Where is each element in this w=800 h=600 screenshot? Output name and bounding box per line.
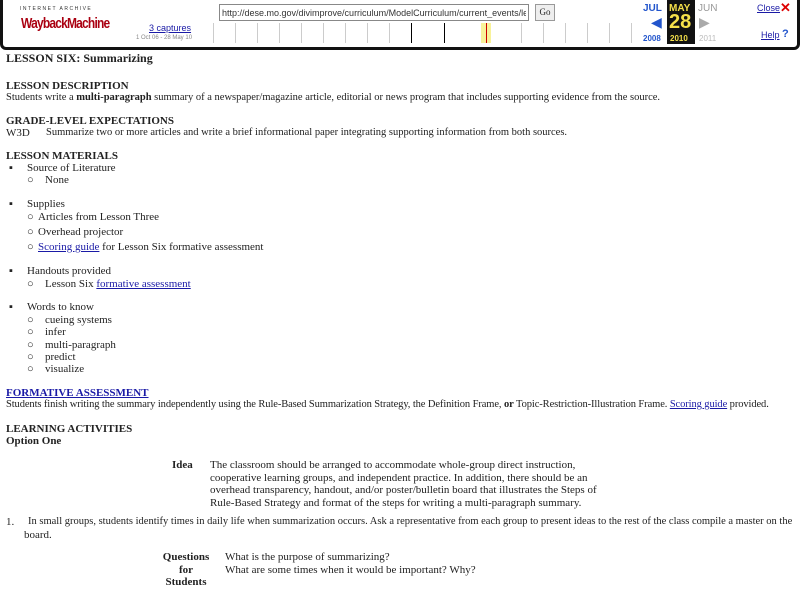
circle-bullet-icon: ○ [27, 226, 34, 238]
activities-heading: LEARNING ACTIVITIES [6, 423, 133, 435]
captures-link[interactable]: 3 captures [149, 23, 192, 33]
circle-bullet-icon: ○ [27, 174, 34, 186]
list-item: Handouts provided [27, 265, 112, 277]
formative-assessment-link[interactable]: formative assessment [96, 278, 191, 290]
logo-top: INTERNET ARCHIVE [20, 6, 93, 12]
circle-bullet-icon: ○ [27, 326, 34, 338]
current-year: 2010 [670, 34, 688, 43]
gle-heading: GRADE-LEVEL EXPECTATIONS [6, 115, 174, 127]
help-link[interactable]: Help [761, 30, 780, 40]
gle-code: W3D [6, 127, 30, 139]
materials-heading: LESSON MATERIALS [6, 150, 118, 162]
circle-bullet-icon: ○ [27, 278, 34, 290]
list-item: Words to know [27, 301, 94, 313]
list-item: Scoring guide for Lesson Six formative assessment [38, 241, 264, 253]
prev-month[interactable]: JUL [643, 3, 662, 14]
close-icon[interactable]: ✕ [780, 0, 791, 15]
current-day: 28 [669, 11, 692, 33]
list-item: multi-paragraph [45, 339, 116, 351]
scoring-guide-link[interactable]: Scoring guide [38, 241, 100, 253]
scoring-guide-link-2[interactable]: Scoring guide [669, 399, 728, 410]
prev-year[interactable]: 2008 [643, 34, 661, 43]
list-item: Source of Literature [27, 162, 116, 174]
list-item: predict [45, 351, 76, 363]
go-button[interactable]: Go [535, 4, 555, 21]
bullet-icon: ▪ [9, 265, 13, 277]
circle-bullet-icon: ○ [27, 363, 34, 375]
circle-bullet-icon: ○ [27, 351, 34, 363]
next-arrow-icon: ▶ [699, 16, 710, 31]
circle-bullet-icon: ○ [27, 314, 34, 326]
step-text: board. [24, 529, 52, 541]
wayback-toolbar [0, 0, 800, 50]
list-item: Overhead projector [38, 226, 124, 238]
formative-text: Students finish writing the summary independently using the Rule-Based Summarization Strategy, the Definition Frame, or Topic-Restriction-Illustration Frame. Scoring guide provided. [6, 399, 769, 410]
questions-text: What is the purpose of summarizing? What are some times when it would be important? Why? [225, 551, 476, 576]
gle-text: Summarize two or more articles and write a brief informational paper integrating supporting information from both sources. [46, 127, 568, 138]
close-link[interactable]: Close [757, 3, 781, 13]
next-year: 2011 [699, 34, 717, 43]
option-heading: Option One [6, 435, 62, 447]
next-month: JUN [698, 3, 718, 14]
bullet-icon: ▪ [9, 301, 13, 313]
wayback-logo[interactable]: WaybackMachine [21, 15, 110, 32]
bullet-icon: ▪ [9, 198, 13, 210]
list-item: Lesson Six formative assessment [45, 278, 191, 290]
url-input[interactable] [219, 4, 529, 21]
list-item: None [45, 174, 69, 186]
list-item: Supplies [27, 198, 65, 210]
capture-range: 1 Oct 06 - 28 May 10 [136, 35, 193, 41]
step-text: In small groups, students identify times in daily life when summarization occurs. Ask a representative from each group to present ideas to the rest of the class compile a master on the [28, 516, 793, 527]
step-number: 1. [6, 516, 15, 528]
list-item: cueing systems [45, 314, 112, 326]
page-title: LESSON SIX: Summarizing [6, 51, 153, 65]
questions-label: Questions for Students [162, 551, 210, 588]
formative-heading-link[interactable]: FORMATIVE ASSESSMENT [6, 387, 149, 399]
list-item: visualize [45, 363, 85, 375]
list-item: Articles from Lesson Three [38, 211, 160, 223]
desc-heading: LESSON DESCRIPTION [6, 80, 129, 92]
circle-bullet-icon: ○ [27, 211, 34, 223]
list-item: infer [45, 326, 66, 338]
current-month: MAY [669, 3, 691, 14]
circle-bullet-icon: ○ [27, 339, 34, 351]
bullet-icon: ▪ [9, 162, 13, 174]
circle-bullet-icon: ○ [27, 241, 34, 253]
desc-text: Students write a multi-paragraph summary of a newspaper/magazine article, editorial or news program that includes supporting evidence from the source. [6, 92, 661, 103]
idea-label: Idea [172, 459, 193, 471]
idea-text: The classroom should be arranged to accommodate whole-group direct instruction, cooperative learning groups, and independent practice. In addition, there should be an overhead transparency, handout, and/or poster/bulletin board that illustrates the Steps of Rule-Based Strategy and format of the steps for writing a multi-paragraph summary. [210, 459, 597, 509]
help-icon[interactable]: ? [782, 28, 789, 40]
prev-arrow-icon[interactable]: ◀ [651, 16, 662, 31]
